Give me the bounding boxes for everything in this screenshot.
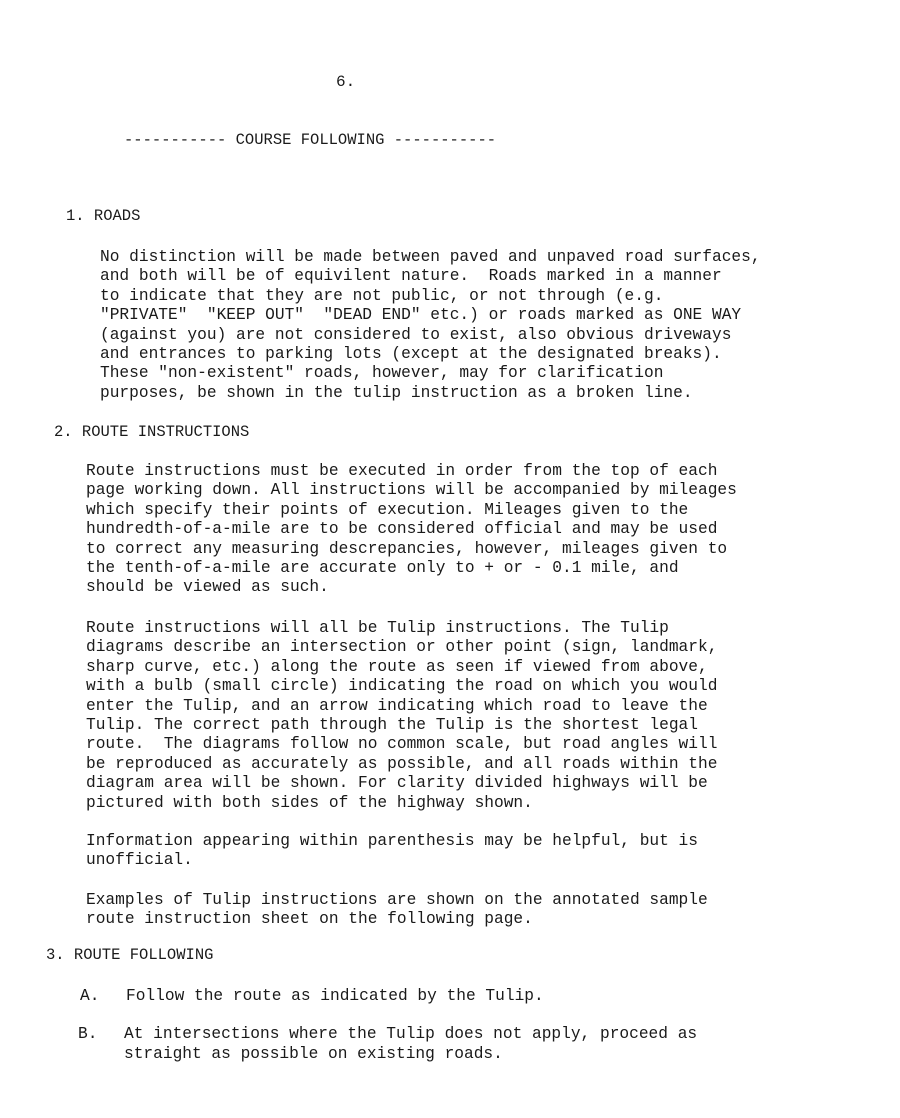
section-heading-route-instructions: 2. ROUTE INSTRUCTIONS xyxy=(54,423,250,441)
route-instructions-paragraph-3: Information appearing within parenthesis may be helpful, but is unofficial. xyxy=(86,832,698,870)
list-item-text: Follow the route as indicated by the Tulip. xyxy=(126,987,544,1005)
route-instructions-paragraph-4: Examples of Tulip instructions are shown on the annotated sample route instruction sheet on the following page. xyxy=(86,891,708,929)
route-instructions-paragraph-1: Route instructions must be executed in order from the top of each page working down. All instructions will be accompanied by mileages which specify their points of execution. Mileages given to the hundredth-of-a-mile are to be considered official and may be used to correct any measuring descrepancies, however, mileages given to the tenth-of-a-mile are accurate only to + or - 0.1 mile, and should be viewed as such. xyxy=(86,462,737,597)
list-item-label: A. xyxy=(80,987,100,1005)
list-item xyxy=(78,1025,698,1103)
section-heading-route-following: 3. ROUTE FOLLOWING xyxy=(46,946,214,964)
list-item-text: At intersections where the Tulip does not apply, proceed as straight as possible on existing roads. xyxy=(124,1025,698,1063)
page-number: 6. xyxy=(336,73,356,91)
course-title: ----------- COURSE FOLLOWING ----------- xyxy=(124,131,497,149)
list-item-label: B. xyxy=(78,1025,98,1043)
route-instructions-paragraph-2: Route instructions will all be Tulip instructions. The Tulip diagrams describe an intersection or other point (sign, landmark, sharp curve, etc.) along the route as seen if viewed from above, with a bulb (small circle) indicating the road on which you would enter the Tulip, and an arrow indicating which road to leave the Tulip. The correct path through the Tulip is the shortest legal route. The diagrams follow no common scale, but road angles will be reproduced as accurately as possible, and all roads within the diagram area will be shown. For clarity divided highways will be pictured with both sides of the highway shown. xyxy=(86,619,718,812)
roads-paragraph: No distinction will be made between paved and unpaved road surfaces, and both will be of equivilent nature. Roads marked in a manner to indicate that they are not public, or not through (e.g. "PRIVATE" "KEEP OUT" "DEAD END" etc.) or roads marked as ONE WAY (against you) are not considered to exist, also obvious driveways and entrances to parking lots (except at the designated breaks). These "non-existent" roads, however, may for clarification purposes, be shown in the tulip instruction as a broken line. xyxy=(100,248,761,402)
section-heading-roads: 1. ROADS xyxy=(66,207,141,225)
